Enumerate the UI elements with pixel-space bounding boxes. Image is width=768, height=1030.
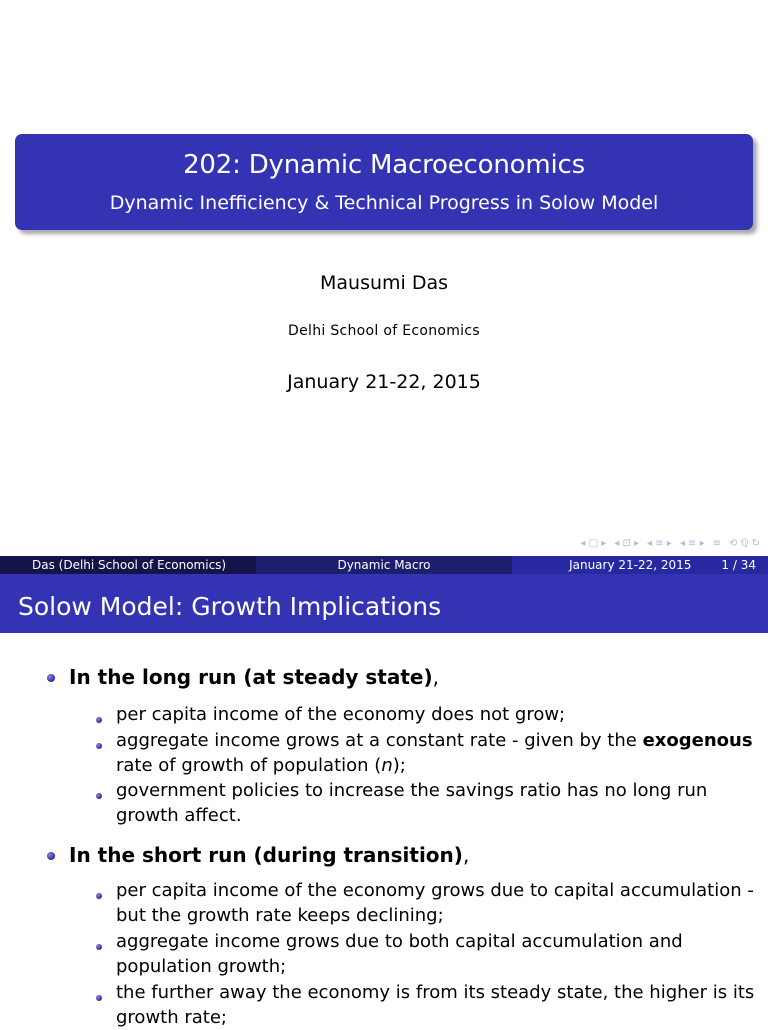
short-run-point-1 <box>116 878 756 928</box>
search-back-forward-icon[interactable]: ⟲ ℚ ↻ <box>729 538 760 549</box>
long-run-point-2-b: rate of growth of population ( <box>116 755 382 776</box>
frame-title: Solow Model: Growth Implications <box>0 574 768 633</box>
long-run-point-2 <box>116 728 756 778</box>
short-run-point-3 <box>116 980 756 1030</box>
footer-page-number: 1 / 34 <box>721 558 756 572</box>
presentation-title: 202: Dynamic Macroeconomics <box>183 150 585 180</box>
footer-right <box>512 556 768 574</box>
bullet-icon <box>47 852 55 860</box>
short-run-point-1-b: but the growth rate keeps declining; <box>116 905 444 926</box>
long-run-point-3-a: government policies to increase the savings ratio has no long run <box>116 780 708 801</box>
footer-date: January 21-22, 2015 <box>569 558 692 572</box>
subsection-nav-icon[interactable]: ◂ ⊡ ▸ <box>614 538 640 549</box>
population-growth-var: n <box>381 755 393 776</box>
short-run-point-2-b: population growth; <box>116 956 287 977</box>
long-run-point-1: per capita income of the economy does not grow; <box>116 704 566 725</box>
long-run-heading <box>69 665 439 689</box>
long-run-heading-text: In the long run (at steady state) <box>69 665 433 689</box>
long-run-point-3 <box>116 778 756 828</box>
long-run-point-2-a: aggregate income grows at a constant rate - given by the <box>116 730 643 751</box>
author-name: Mausumi Das <box>319 272 449 294</box>
short-run-point-3-b: growth rate; <box>116 1007 227 1028</box>
footer-author: Das (Delhi School of Economics) <box>0 556 256 574</box>
presentation-date: January 21-22, 2015 <box>287 371 481 393</box>
presentation-subtitle: Dynamic Inefficiency & Technical Progress in Solow Model <box>109 192 659 214</box>
short-run-heading <box>69 843 469 867</box>
short-run-point-2-a: aggregate income grows due to both capital accumulation and <box>116 931 683 952</box>
short-run-heading-punct: , <box>462 843 470 867</box>
short-run-heading-text: In the short run (during transition) <box>69 843 463 867</box>
slide-footer <box>0 556 768 574</box>
short-run-point-2 <box>116 929 756 979</box>
exogenous-emphasis: exogenous <box>642 730 753 751</box>
section-nav-icon[interactable]: ◂ ≡ ▸ <box>647 538 672 549</box>
sub-bullet-icon <box>96 944 102 950</box>
sub-bullet-icon <box>96 793 102 799</box>
footer-short-title: Dynamic Macro <box>256 556 512 574</box>
bullet-icon <box>47 674 55 682</box>
long-run-point-3-b: growth affect. <box>116 805 242 826</box>
sub-bullet-icon <box>96 995 102 1001</box>
sub-bullet-icon <box>96 743 102 749</box>
beamer-navigation <box>580 538 760 549</box>
content-slide <box>0 574 768 1028</box>
frame-nav-icon[interactable]: ◂ □ ▸ <box>580 538 607 549</box>
long-run-point-2-c: ); <box>392 755 406 776</box>
long-run-heading-punct: , <box>432 665 439 689</box>
toc-nav-icon[interactable]: ≡ <box>712 538 721 549</box>
title-box <box>15 134 753 230</box>
sub-bullet-icon <box>96 717 102 723</box>
sub-bullet-icon <box>96 893 102 899</box>
document-nav-icon[interactable]: ◂ ≡ ▸ <box>679 538 705 549</box>
institution: Delhi School of Economics <box>288 323 480 339</box>
short-run-point-1-a: per capita income of the economy grows due to capital accumulation - <box>116 880 754 901</box>
short-run-point-3-a: the further away the economy is from its steady state, the higher is its <box>116 982 755 1003</box>
